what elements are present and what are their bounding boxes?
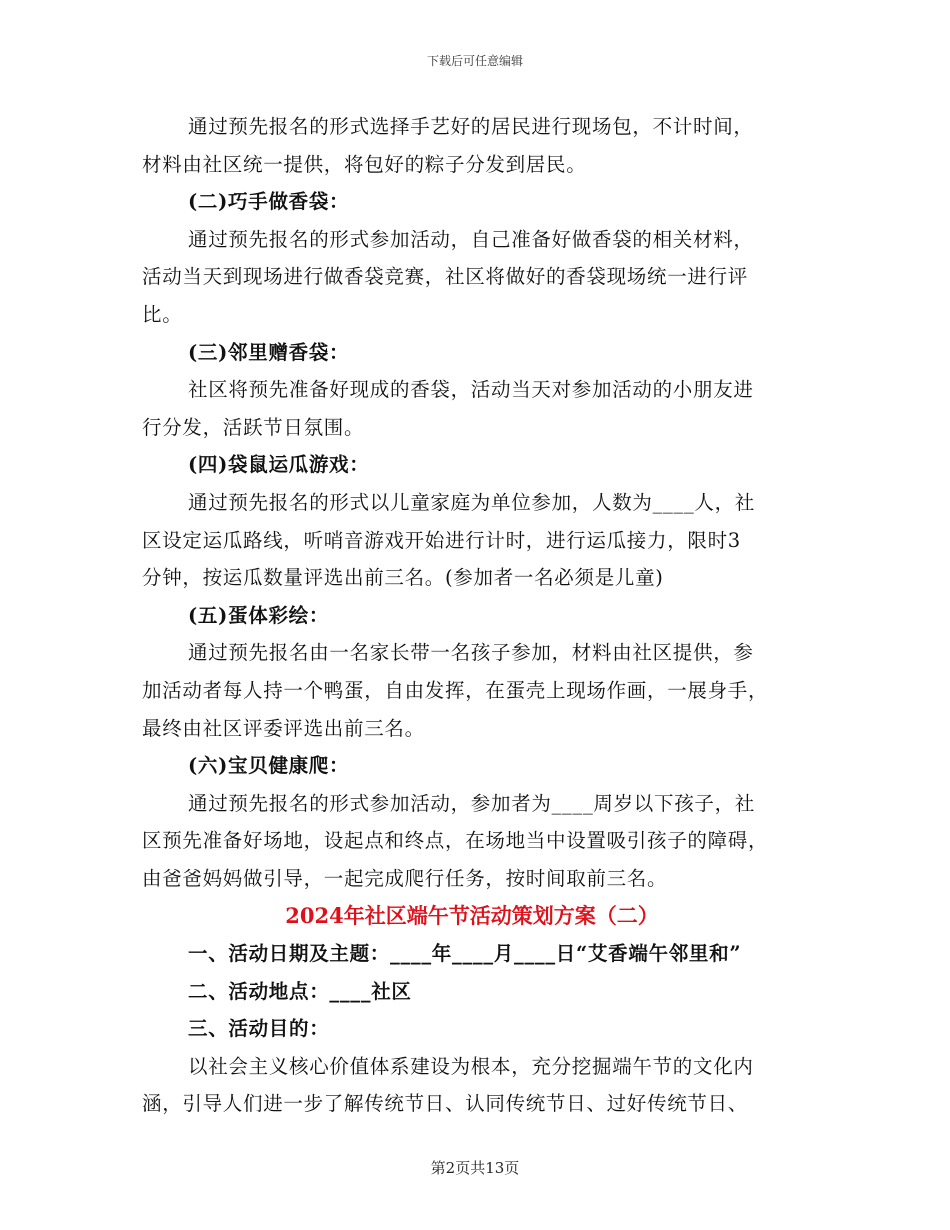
text-line: 分钟，按运瓜数量评选出前三名。(参加者一名必须是儿童): [142, 566, 664, 590]
text-line: 比。: [142, 302, 183, 326]
document-body: [142, 108, 802, 1123]
section-heading: 三、活动目的：: [188, 1017, 330, 1041]
text-line: 区设定运瓜路线，听哨音游戏开始进行计时，进行运瓜接力，限时3: [142, 528, 741, 552]
paragraphs-part-1: [142, 108, 802, 897]
page-header: 下载后可任意编辑: [426, 54, 523, 68]
section-heading: (六)宝贝健康爬：: [188, 754, 350, 778]
text-line: 由爸爸妈妈做引导，一起完成爬行任务，按时间取前三名。: [142, 866, 668, 890]
text-line: 加活动者每人持一个鸭蛋，自由发挥，在蛋壳上现场作画，一展身手，: [142, 678, 769, 702]
text-line: 活动当天到现场进行做香袋竞赛，社区将做好的香袋现场统一进行评: [142, 265, 749, 289]
text-line: 最终由社区评委评选出前三名。: [142, 716, 425, 740]
text-line: 通过预先报名的形式以儿童家庭为单位参加，人数为____人，社: [188, 490, 756, 514]
section-heading: (四)袋鼠运瓜游戏：: [188, 453, 370, 477]
section-heading: (二)巧手做香袋：: [188, 190, 350, 214]
text-line: 以社会主义核心价值体系建设为根本，充分挖掘端午节的文化内: [188, 1054, 754, 1078]
section-heading: (三)邻里赠香袋：: [188, 340, 350, 364]
text-line: 材料由社区统一提供，将包好的粽子分发到居民。: [142, 152, 587, 176]
page-footer: 第2页共13页: [430, 1159, 520, 1177]
text-line: 社区将预先准备好现成的香袋，活动当天对参加活动的小朋友进: [188, 378, 754, 402]
section-heading: (五)蛋体彩绘：: [188, 603, 330, 627]
text-line: 通过预先报名的形式选择手艺好的居民进行现场包，不计时间，: [188, 115, 754, 138]
text-line: 通过预先报名由一名家长带一名孩子参加，材料由社区提供，参: [188, 641, 754, 665]
text-line: 通过预先报名的形式参加活动，自己准备好做香袋的相关材料，: [188, 227, 754, 251]
section-title: 2024年社区端午节活动策划方案（二）: [285, 903, 659, 929]
section-heading: 一、活动日期及主题：____年____月____日“艾香端午邻里和”: [188, 942, 742, 966]
section-heading: 二、活动地点：____社区: [188, 979, 412, 1003]
paragraphs-part-2: [142, 935, 802, 1123]
text-line: 涵，引导人们进一步了解传统节日、认同传统节日、过好传统节日、: [142, 1092, 749, 1116]
text-line: 通过预先报名的形式参加活动，参加者为____周岁以下孩子，社: [188, 791, 756, 815]
text-line: 区预先准备好场地，设起点和终点，在场地当中设置吸引孩子的障碍，: [142, 829, 769, 853]
text-line: 行分发，活跃节日氛围。: [142, 415, 365, 439]
